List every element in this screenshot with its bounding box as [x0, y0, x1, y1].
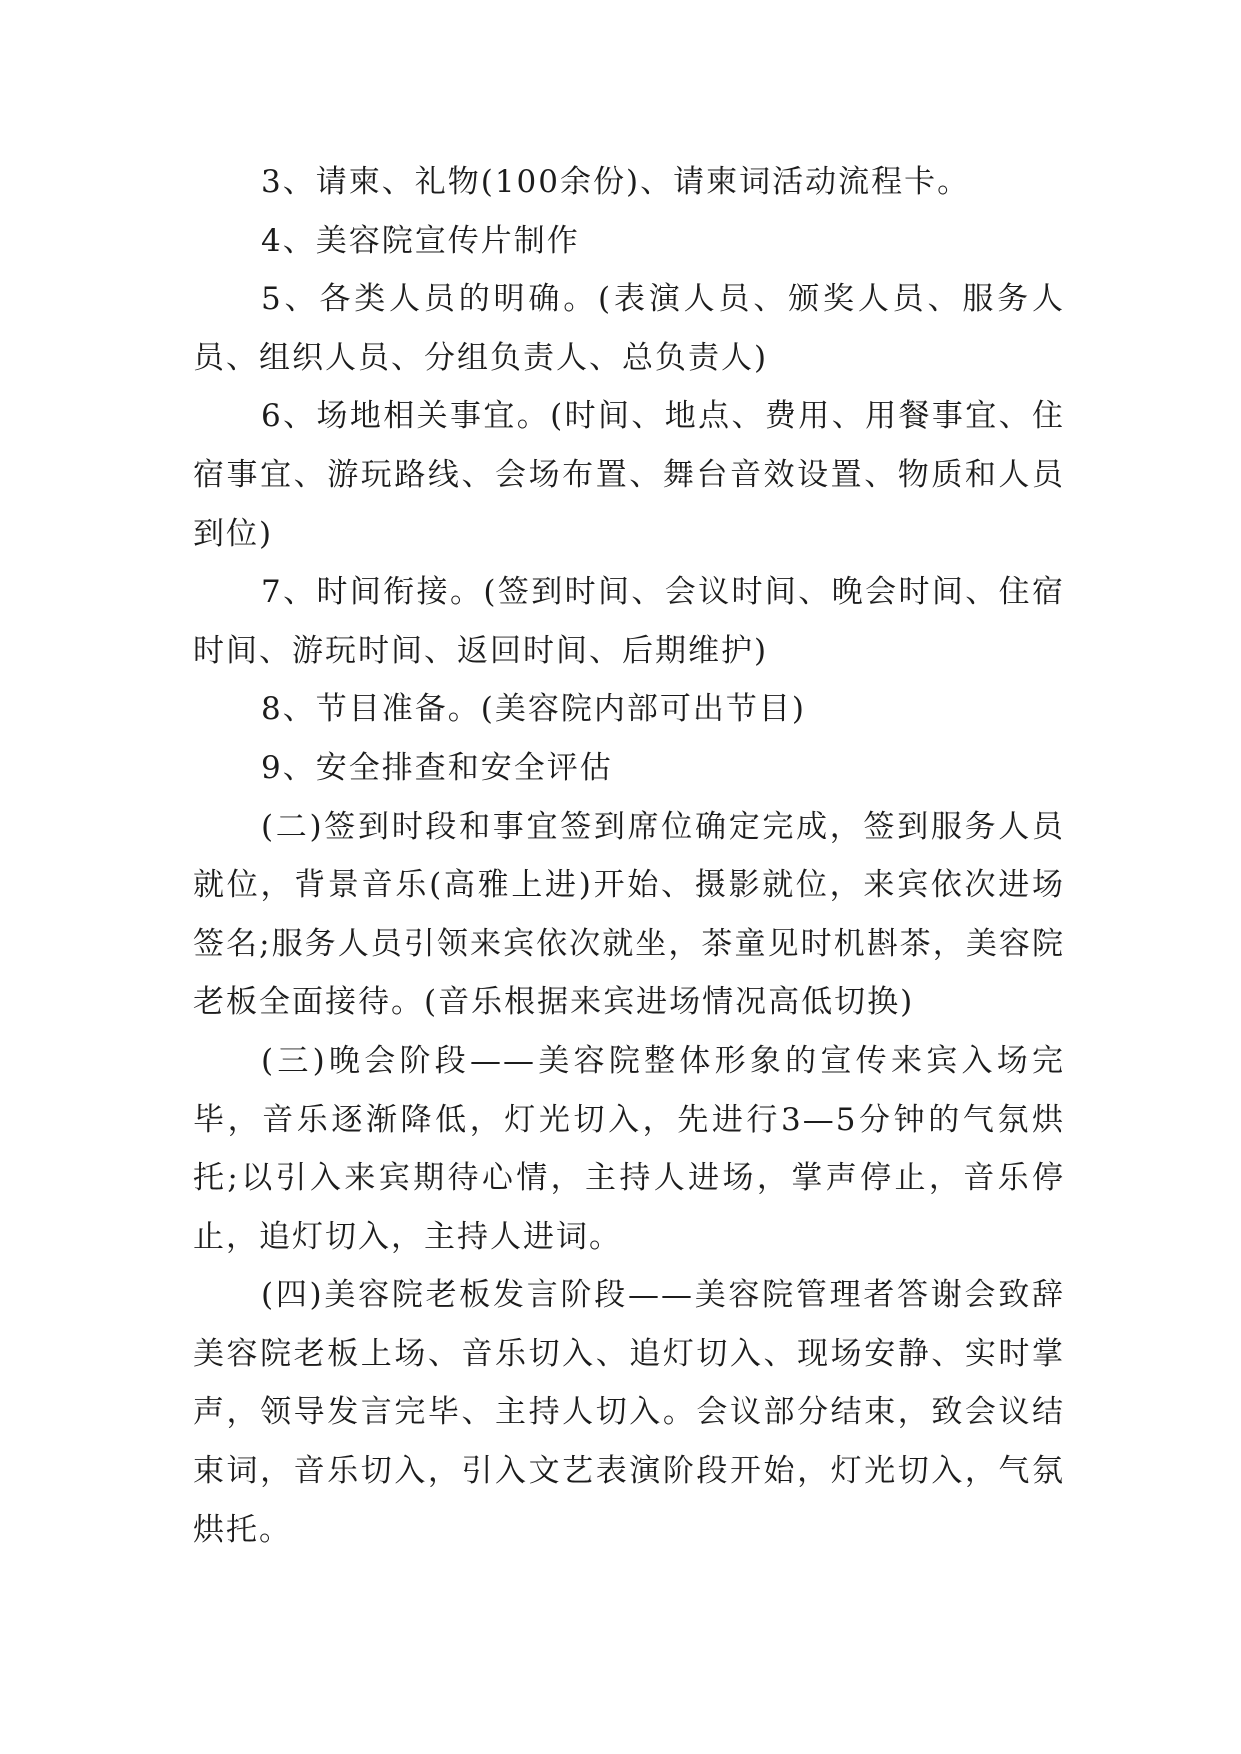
paragraph-item-5: 5、各类人员的明确。(表演人员、颁奖人员、服务人员、组织人员、分组负责人、总负责人)	[193, 281, 1065, 376]
paragraph-item-8: 8、节目准备。(美容院内部可出节目)	[261, 691, 806, 728]
paragraph-item-6: 6、场地相关事宜。(时间、地点、费用、用餐事宜、住宿事宜、游玩路线、会场布置、舞台音效设置、物质和人员到位)	[193, 398, 1065, 552]
paragraph-section-2: (二)签到时段和事宜签到席位确定完成，签到服务人员就位，背景音乐(高雅上进)开始、摄影就位，来宾依次进场签名;服务人员引领来宾依次就坐，茶童见时机斟茶，美容院老板全面接待。(音乐根据来宾进场情况高低切换)	[193, 808, 1065, 1021]
paragraph-item-4: 4、美容院宣传片制作	[261, 222, 580, 259]
document-body	[193, 153, 1065, 1559]
paragraph-section-4: (四)美容院老板发言阶段——美容院管理者答谢会致辞美容院老板上场、音乐切入、追灯切入、现场安静、实时掌声，领导发言完毕、主持人切入。会议部分结束，致会议结束词，音乐切入，引入文艺表演阶段开始，灯光切入，气氛烘托。	[193, 1277, 1065, 1548]
paragraph-item-3: 3、请柬、礼物(100余份)、请柬词活动流程卡。	[261, 164, 971, 200]
paragraph-item-7: 7、时间衔接。(签到时间、会议时间、晚会时间、住宿时间、游玩时间、返回时间、后期维护)	[193, 574, 1065, 669]
paragraph-item-9: 9、安全排查和安全评估	[261, 749, 613, 786]
paragraph-section-3: (三)晚会阶段——美容院整体形象的宣传来宾入场完毕，音乐逐渐降低，灯光切入，先进行3—5分钟的气氛烘托;以引入来宾期待心情，主持人进场，掌声停止，音乐停止，追灯切入，主持人进词。	[193, 1042, 1065, 1255]
